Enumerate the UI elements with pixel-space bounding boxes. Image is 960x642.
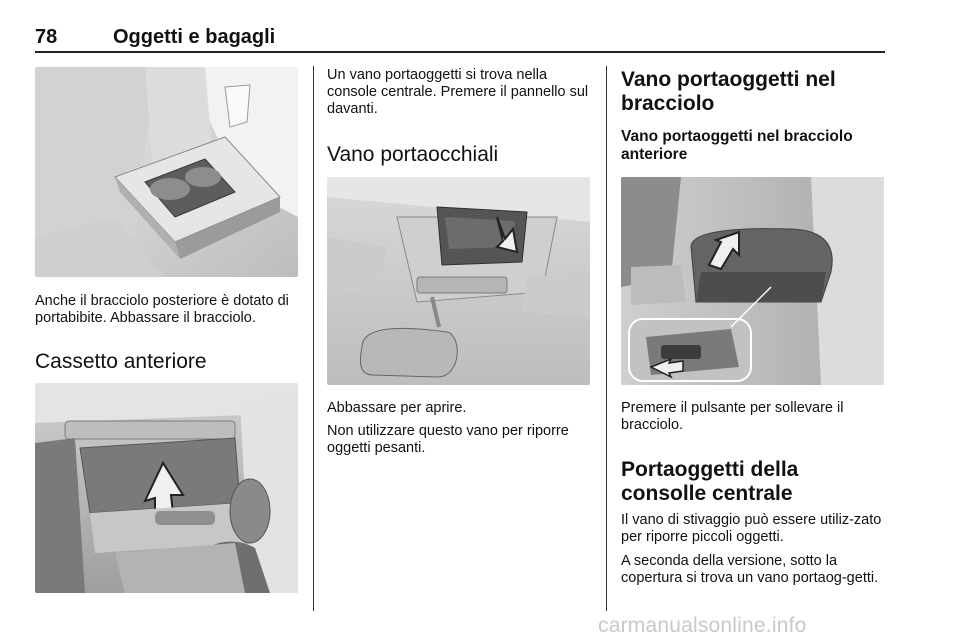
heading-vano-bracciolo: Vano portaoggetti nel bracciolo: [621, 68, 836, 115]
console-storage-text-1: Il vano di stivaggio può essere utiliz-zato per riporre piccoli oggetti.: [621, 512, 882, 545]
heavy-objects-warning-text: Non utilizzare questo vano per riporre oggetti pesanti.: [327, 423, 569, 456]
front-storage-compartment-illustration: [35, 383, 298, 593]
watermark: carmanualsonline.info: [598, 614, 807, 637]
heading-cassetto-anteriore: Cassetto anteriore: [35, 350, 207, 373]
open-instruction-text: Abbassare per aprire.: [327, 400, 467, 416]
heading-portaoggetti-consolle: Portaoggetti della consolle centrale: [621, 458, 799, 505]
armrest-button-text: Premere il pulsante per sollevare il bracciolo.: [621, 400, 844, 433]
column-divider-2: [606, 66, 607, 611]
page-number: 78: [35, 26, 58, 48]
console-storage-text: Un vano portaoggetti si trova nella console centrale. Premere il pannello sul davanti.: [327, 67, 589, 117]
sunglasses-holder-illustration: [327, 177, 590, 385]
column-divider-1: [313, 66, 314, 611]
rear-armrest-cupholder-illustration: [35, 67, 298, 277]
chapter-title: Oggetti e bagagli: [113, 26, 276, 48]
subheading-bracciolo-anteriore: Vano portaoggetti nel bracciolo anteriore: [621, 128, 853, 163]
header-rule: [35, 51, 885, 53]
heading-vano-portaocchiali: Vano portaocchiali: [327, 143, 499, 166]
console-storage-text-2: A seconda della versione, sotto la copertura si trova un vano portaog-getti.: [621, 553, 879, 586]
rear-armrest-text: Anche il bracciolo posteriore è dotato di portabibite. Abbassare il bracciolo.: [35, 293, 289, 326]
page-header: [35, 0, 885, 52]
front-armrest-storage-illustration: [621, 177, 884, 385]
